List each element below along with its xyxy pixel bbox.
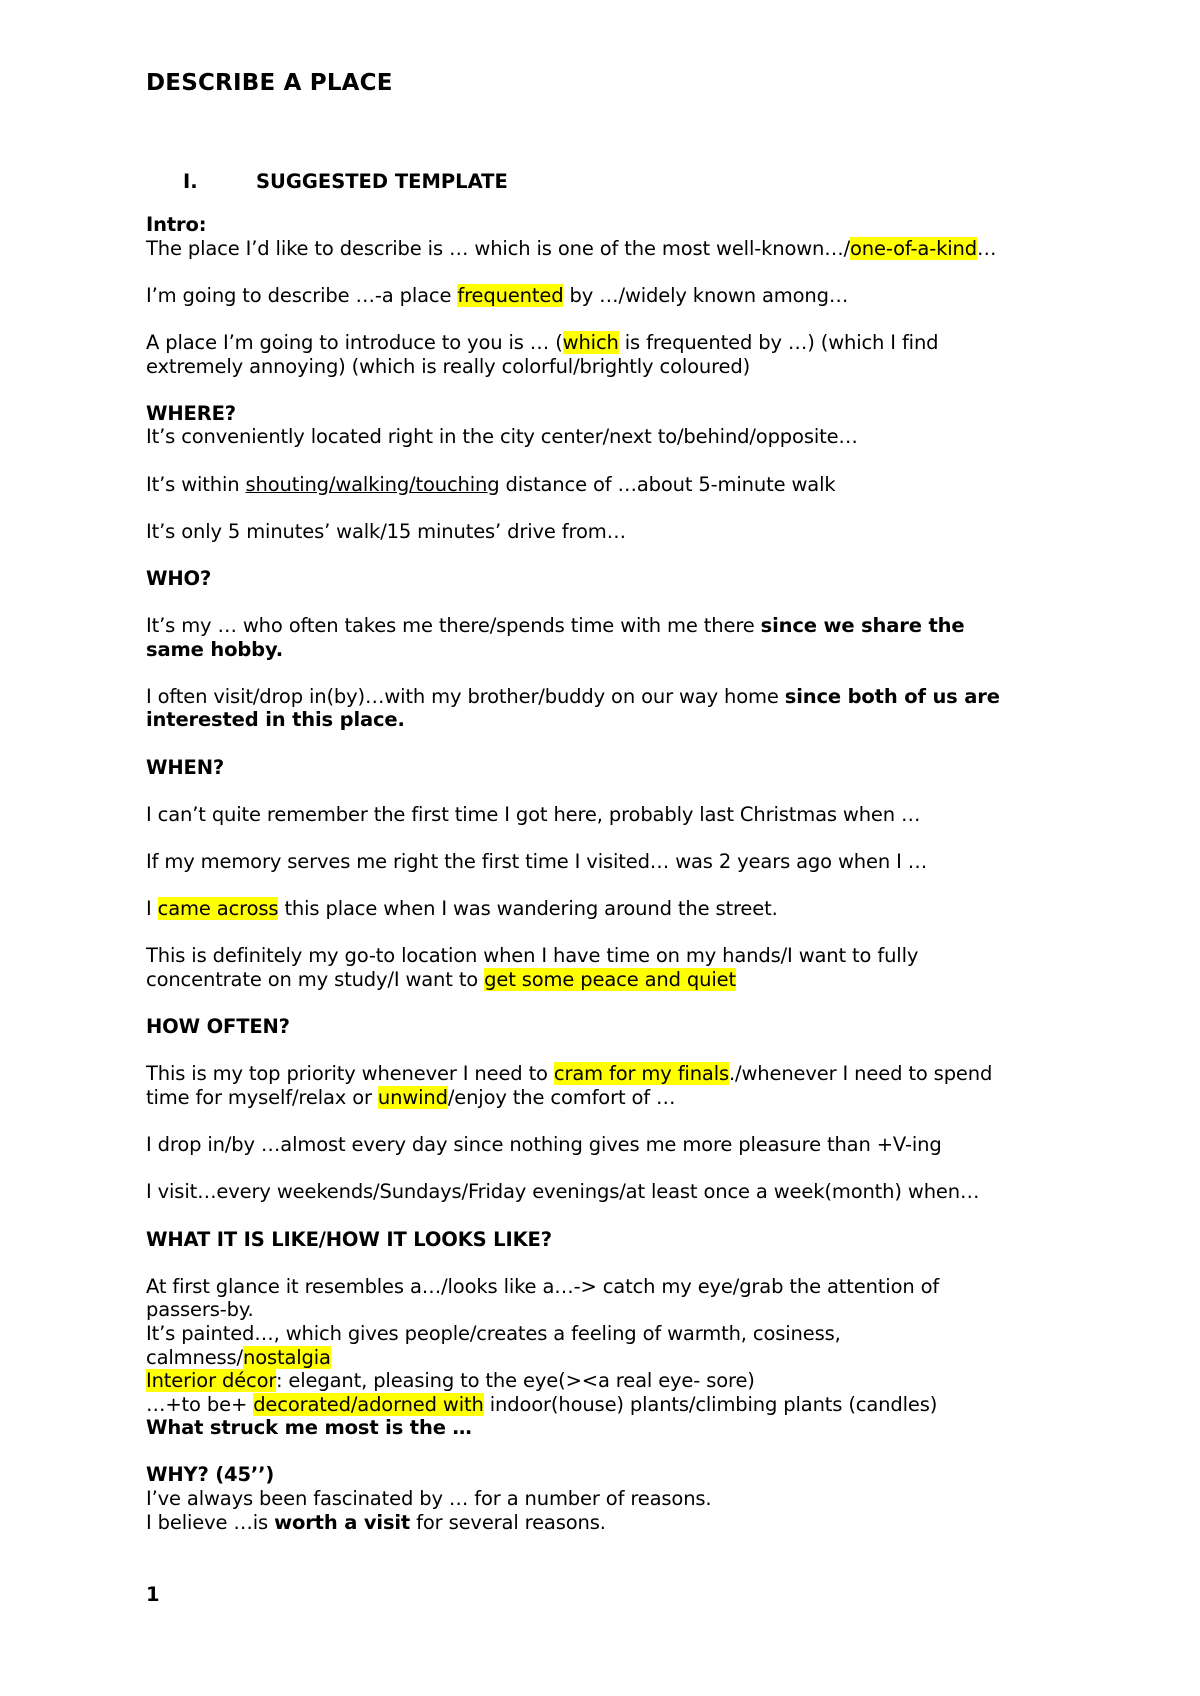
page-number: 1 <box>146 1583 160 1606</box>
underlined-distance-phrase: shouting/walking/touching <box>245 472 500 496</box>
who-line-2-cont: interested in this place. <box>146 708 405 732</box>
highlight-decorated-adorned: decorated/adorned with <box>253 1392 484 1416</box>
looks-heading: WHAT IT IS LIKE/HOW IT LOOKS LIKE? <box>146 1227 552 1251</box>
when-line-1: I can’t quite remember the first time I got here, probably last Christmas when … <box>146 802 921 826</box>
looks-line-2: It’s painted…, which gives people/creates a feeling of warmth, cosiness, <box>146 1321 841 1345</box>
looks-line-1-cont: passers-by. <box>146 1298 254 1322</box>
intro-line-3-cont: extremely annoying) (which is really colorful/brightly coloured) <box>146 354 751 378</box>
section-number: I. <box>183 170 198 193</box>
when-line-4-cont: concentrate on my study/I want to get some peace and quiet <box>146 968 736 991</box>
where-line-2: It’s within shouting/walking/touching distance of …about 5-minute walk <box>146 472 836 496</box>
why-heading: WHY? (45’’) <box>146 1463 275 1487</box>
template-content <box>146 213 1106 1534</box>
looks-line-5: What struck me most is the … <box>146 1416 472 1440</box>
highlight-nostalgia: nostalgia <box>242 1345 331 1369</box>
highlight-interior-decor: Interior décor <box>146 1369 276 1393</box>
section-heading <box>183 170 508 193</box>
highlight-which: which <box>562 330 619 354</box>
highlight-came-across: came across <box>157 897 279 921</box>
who-line-2: I often visit/drop in(by)…with my brother/buddy on our way home since both of us are <box>146 684 1000 708</box>
when-line-3: I came across this place when I was wandering around the street. <box>146 897 778 921</box>
looks-line-1: At first glance it resembles a…/looks like a…-> catch my eye/grab the attention of <box>146 1274 940 1298</box>
who-line-1-cont: same hobby. <box>146 637 283 661</box>
where-heading: WHERE? <box>146 401 236 425</box>
intro-heading: Intro: <box>146 213 207 236</box>
looks-line-3: Interior décor: elegant, pleasing to the eye(><a real eye- sore) <box>146 1369 755 1393</box>
highlight-peace-and-quiet: get some peace and quiet <box>484 968 736 991</box>
section-title: SUGGESTED TEMPLATE <box>256 170 508 193</box>
when-heading: WHEN? <box>146 755 225 779</box>
looks-line-4: …+to be+ decorated/adorned with indoor(house) plants/climbing plants (candles) <box>146 1392 938 1416</box>
why-line-2: I believe …is worth a visit for several reasons. <box>146 1510 606 1534</box>
who-heading: WHO? <box>146 566 212 590</box>
how-often-line-1: This is my top priority whenever I need to cram for my finals./whenever I need to spend <box>146 1062 993 1086</box>
where-line-3: It’s only 5 minutes’ walk/15 minutes’ drive from… <box>146 519 626 543</box>
highlight-cram-for-finals: cram for my finals <box>553 1062 729 1086</box>
how-often-line-2: I drop in/by …almost every day since nothing gives me more pleasure than +V-ing <box>146 1133 942 1157</box>
highlight-frequented: frequented <box>457 283 564 307</box>
intro-line-3: A place I’m going to introduce to you is … (which is frequented by …) (which I find <box>146 330 939 354</box>
highlight-unwind: unwind <box>377 1085 448 1109</box>
when-line-4: This is definitely my go-to location when I have time on my hands/I want to fully <box>146 944 919 968</box>
highlight-one-of-a-kind: one-of-a-kind <box>850 236 977 260</box>
intro-line-2: I’m going to describe …-a place frequented by …/widely known among… <box>146 283 849 307</box>
looks-line-2-cont: calmness/nostalgia <box>146 1345 331 1369</box>
how-often-heading: HOW OFTEN? <box>146 1015 290 1039</box>
document-title: DESCRIBE A PLACE <box>146 70 393 96</box>
why-line-1: I’ve always been fascinated by … for a number of reasons. <box>146 1487 712 1511</box>
intro-line-1: The place I’d like to describe is … which is one of the most well-known…/one-of-a-kind… <box>146 236 997 260</box>
where-line-1: It’s conveniently located right in the city center/next to/behind/opposite… <box>146 425 858 449</box>
who-line-1: It’s my … who often takes me there/spends time with me there since we share the <box>146 614 965 638</box>
how-often-line-1-cont: time for myself/relax or unwind/enjoy the comfort of … <box>146 1085 676 1109</box>
how-often-line-3: I visit…every weekends/Sundays/Friday evenings/at least once a week(month) when… <box>146 1180 980 1204</box>
when-line-2: If my memory serves me right the first time I visited… was 2 years ago when I … <box>146 850 928 874</box>
